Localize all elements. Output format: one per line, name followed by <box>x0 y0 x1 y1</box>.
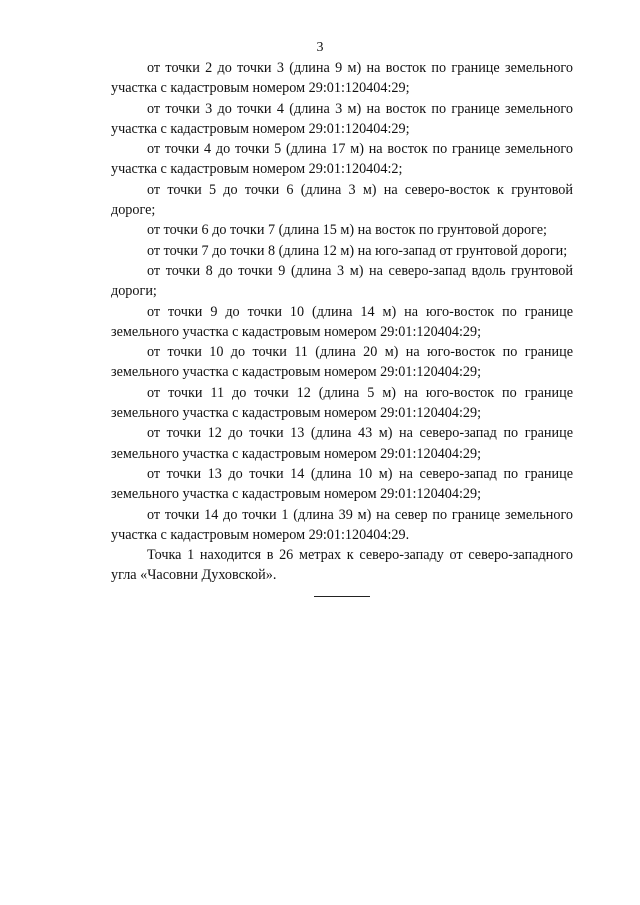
boundary-paragraph: от точки 3 до точки 4 (длина 3 м) на восток по границе земельного участка с кадастровым номером 29:01:120404:29; <box>111 100 573 137</box>
boundary-paragraph: от точки 6 до точки 7 (длина 15 м) на восток по грунтовой дороге; <box>147 222 547 239</box>
boundary-paragraph: от точки 9 до точки 10 (длина 14 м) на юго-восток по границе земельного участка с кадастровым номером 29:01:120404:29; <box>111 303 573 340</box>
page-number: 3 <box>316 40 324 55</box>
boundary-paragraph: от точки 8 до точки 9 (длина 3 м) на северо-запад вдоль грунтовой дороги; <box>111 262 573 300</box>
boundary-paragraph: от точки 14 до точки 1 (длина 39 м) на север по границе земельного участка с кадастровым номером 29:01:120404:29. <box>111 506 573 543</box>
boundary-paragraph: от точки 4 до точки 5 (длина 17 м) на восток по границе земельного участка с кадастровым номером 29:01:120404:2; <box>111 141 573 178</box>
closing-paragraph: Точка 1 находится в 26 метрах к северо-западу от северо-западного угла «Часовни Духовской». <box>111 547 573 584</box>
boundary-paragraph: от точки 10 до точки 11 (длина 20 м) на юго-восток по границе земельного участка с кадастровым номером 29:01:120404:29; <box>111 344 573 381</box>
boundary-paragraph: от точки 11 до точки 12 (длина 5 м) на юго-восток по границе земельного участка с кадастровым номером 29:01:120404:29; <box>111 384 573 422</box>
document-body <box>111 58 573 586</box>
boundary-paragraph: от точки 5 до точки 6 (длина 3 м) на северо-восток к грунтовой дороге; <box>111 181 573 219</box>
boundary-paragraph: от точки 7 до точки 8 (длина 12 м) на юго-запад от грунтовой дороги; <box>147 242 568 259</box>
boundary-paragraph: от точки 2 до точки 3 (длина 9 м) на восток по границе земельного участка с кадастровым номером 29:01:120404:29; <box>111 60 573 97</box>
end-divider-line <box>314 596 370 597</box>
boundary-paragraph: от точки 12 до точки 13 (длина 43 м) на северо-запад по границе земельного участка с кадастровым номером 29:01:120404:29; <box>111 425 573 462</box>
boundary-paragraph: от точки 13 до точки 14 (длина 10 м) на северо-запад по границе земельного участка с кадастровым номером 29:01:120404:29; <box>111 465 573 503</box>
